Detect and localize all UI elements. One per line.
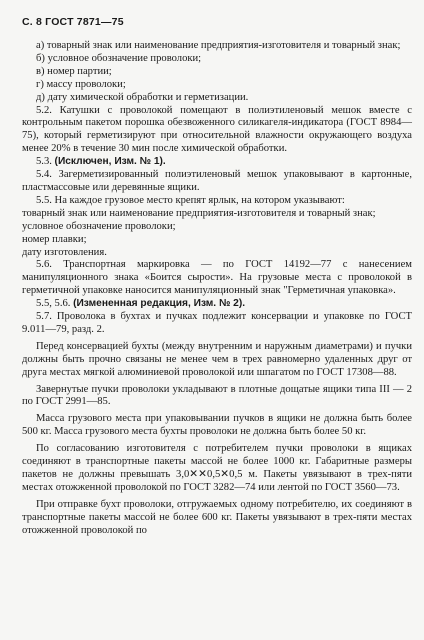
page-header: С. 8 ГОСТ 7871—75 (22, 16, 124, 28)
paragraph-packages: По согласованию изготовителя с потребителем пучки проволоки в ящиках соединяют в транспортные пакеты массой не более 1000 кг. Габаритные размеры пакетов не должны превышать 3,0✕✕0,5✕0,5 м. Пакеты увязывают в трех-пяти местах отожженной проволокой по ГОСТ 3282—74 или лентой по ГОСТ 3560—73. (22, 443, 412, 493)
clause-number: 5.3. (36, 156, 52, 168)
paragraph-a: а) товарный знак или наименование предприятия-изготовителя и товарный знак; (36, 40, 401, 51)
amendment-note: (Измененная редакция, Изм. № 2). (73, 298, 246, 310)
paragraph-conservation: Перед консервацией бухты (между внутренним и наружным диаметрами) и пучки должны быть прочно связаны не менее чем в трех равномерно удаленных друг от друга местах мягкой алюминиевой проволокой или шпагатом по ГОСТ 17308—88. (22, 340, 412, 378)
document-body (22, 40, 412, 538)
paragraph-5-6: 5.6. Транспортная маркировка — по ГОСТ 14192—77 с нанесением манипуляционного знака «Боится сырости». На грузовые места с проволокой в герметичной упаковке наносится манипуляционный знак "Герметичная упаковка». (22, 259, 412, 297)
paragraph-d: д) дату химической обработки и герметизации. (36, 91, 249, 103)
paragraph-mass: Масса грузового места при упаковывании пучков в ящики не должна быть более 500 кг. Масса грузового места бухты проволоки не должна быть более 50 кг. (22, 413, 412, 438)
paragraph-5-7: 5.7. Проволока в бухтах и пучках подлежит консервации и упаковке по ГОСТ 9.011—79, разд. 2. (22, 311, 412, 335)
label-item-melt-number: номер плавки; (22, 233, 87, 245)
paragraph-shipping: При отправке бухт проволоки, отгружаемых одному потребителю, их соединяют в транспортные пакеты массой не более 600 кг. Пакеты увязывают в трех-пяти местах отожженной проволокой по (22, 498, 412, 536)
paragraph-5-2: 5.2. Катушки с проволокой помещают в полиэтиленовый мешок вместе с контрольным пакетом порошка обезвоженного силикагеля-индикатора (ГОСТ 8984—75), который герметизируют при относительной влажности окружающего воздуха менее 20% в течение 30 мин после химической обработки. (22, 104, 412, 155)
paragraph-boxes: Завернутые пучки проволоки укладывают в плотные дощатые ящики типа III — 2 по ГОСТ 2991—85. (22, 383, 412, 408)
paragraph-5-3 (22, 156, 412, 169)
paragraph-g: г) массу проволоки; (36, 78, 126, 90)
paragraph-v: в) номер партии; (36, 65, 112, 77)
label-item-designation: условное обозначение проволоки; (22, 220, 176, 232)
paragraph-5-4: 5.4. Загерметизированный полиэтиленовый мешок упаковывают в картонные, пластмассовые или деревянные ящики. (22, 169, 412, 193)
paragraph-5-5-5-6 (22, 298, 412, 311)
paragraph-b: б) условное обозначение проволоки; (36, 52, 202, 64)
clause-number: 5.5, 5.6. (36, 298, 71, 310)
label-item-trademark: товарный знак или наименование предприятия-изготовителя и товарный знак; (22, 207, 376, 219)
amendment-note: (Исключен, Изм. № 1). (54, 156, 166, 168)
label-item-date: дату изготовления. (22, 246, 107, 258)
paragraph-5-5: 5.5. На каждое грузовое место крепят ярлык, на котором указывают: (36, 194, 345, 206)
